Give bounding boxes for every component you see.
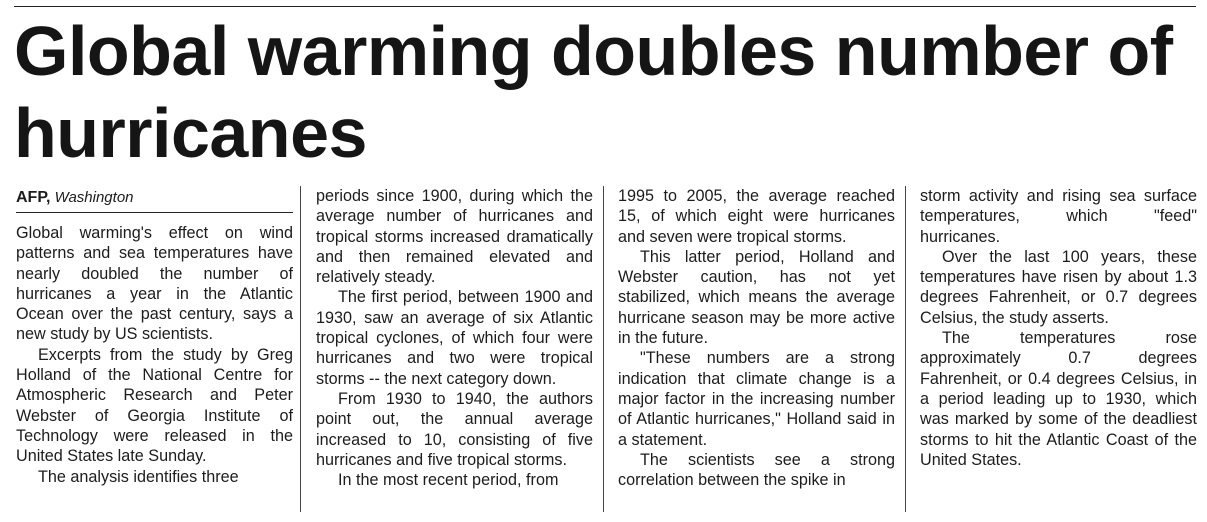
paragraph: Excerpts from the study by Greg Holland of the National Centre for Atmospheric Research and Peter Webster of Georgia Institute of Technology were released in the United States late Sunday. (16, 345, 293, 466)
paragraph: Over the last 100 years, these temperatures have risen by about 1.3 degrees Fahrenheit, or 0.7 degrees Celsius, the study asserts. (920, 247, 1197, 327)
paragraph: The first period, between 1900 and 1930, saw an average of six Atlantic tropical cyclones, of which four were hurricanes and two were tropical storms -- the next category down. (316, 288, 593, 388)
paragraph: This latter period, Holland and Webster caution, has not yet stabilized, which means the average hurricane season may be more active in the future. (618, 247, 895, 348)
column-divider (905, 186, 906, 512)
byline-agency: AFP, (16, 189, 51, 206)
column-divider (603, 186, 604, 512)
paragraph: The analysis identifies three (38, 467, 239, 486)
top-rule (14, 6, 1196, 7)
paragraph: In the most recent period, from (338, 471, 559, 490)
paragraph: The scientists see a strong correlation between the spike in (618, 450, 895, 490)
paragraph: "These numbers are a strong indication that climate change is a major factor in the increasing number of Atlantic hurricanes," Holland said in a statement. (618, 349, 895, 449)
article-column-1 (16, 188, 293, 487)
article-column-2 (316, 186, 593, 490)
article-column-3 (618, 186, 895, 490)
article-column-4 (920, 186, 1197, 470)
paragraph: The temperatures rose approximately 0.7 degrees Fahrenheit, or 0.4 degrees Celsius, in a period leading up to 1930, which was marked by some of the deadliest storms to hit the Atlantic Coast of the United States. (920, 329, 1197, 469)
paragraph: From 1930 to 1940, the authors point out, the annual average increased to 10, consisting of five hurricanes and five tropical storms. (316, 389, 593, 469)
paragraph: storm activity and rising sea surface temperatures, which "feed" hurricanes. (920, 187, 1197, 246)
byline-place: Washington (54, 189, 134, 206)
column-divider (300, 186, 301, 512)
paragraph: Global warming's effect on wind patterns and sea temperatures have nearly doubled the number of hurricanes a year in the Atlantic Ocean over the past century, says a new study by US scientists. (16, 224, 293, 344)
byline (16, 188, 293, 213)
paragraph: periods since 1900, during which the average number of hurricanes and tropical storms increased dramatically and then remained elevated and relatively steady. (316, 187, 593, 287)
headline: Global warming doubles number of hurricanes (14, 12, 1173, 172)
paragraph: 1995 to 2005, the average reached 15, of which eight were hurricanes and seven were tropical storms. (618, 187, 895, 246)
